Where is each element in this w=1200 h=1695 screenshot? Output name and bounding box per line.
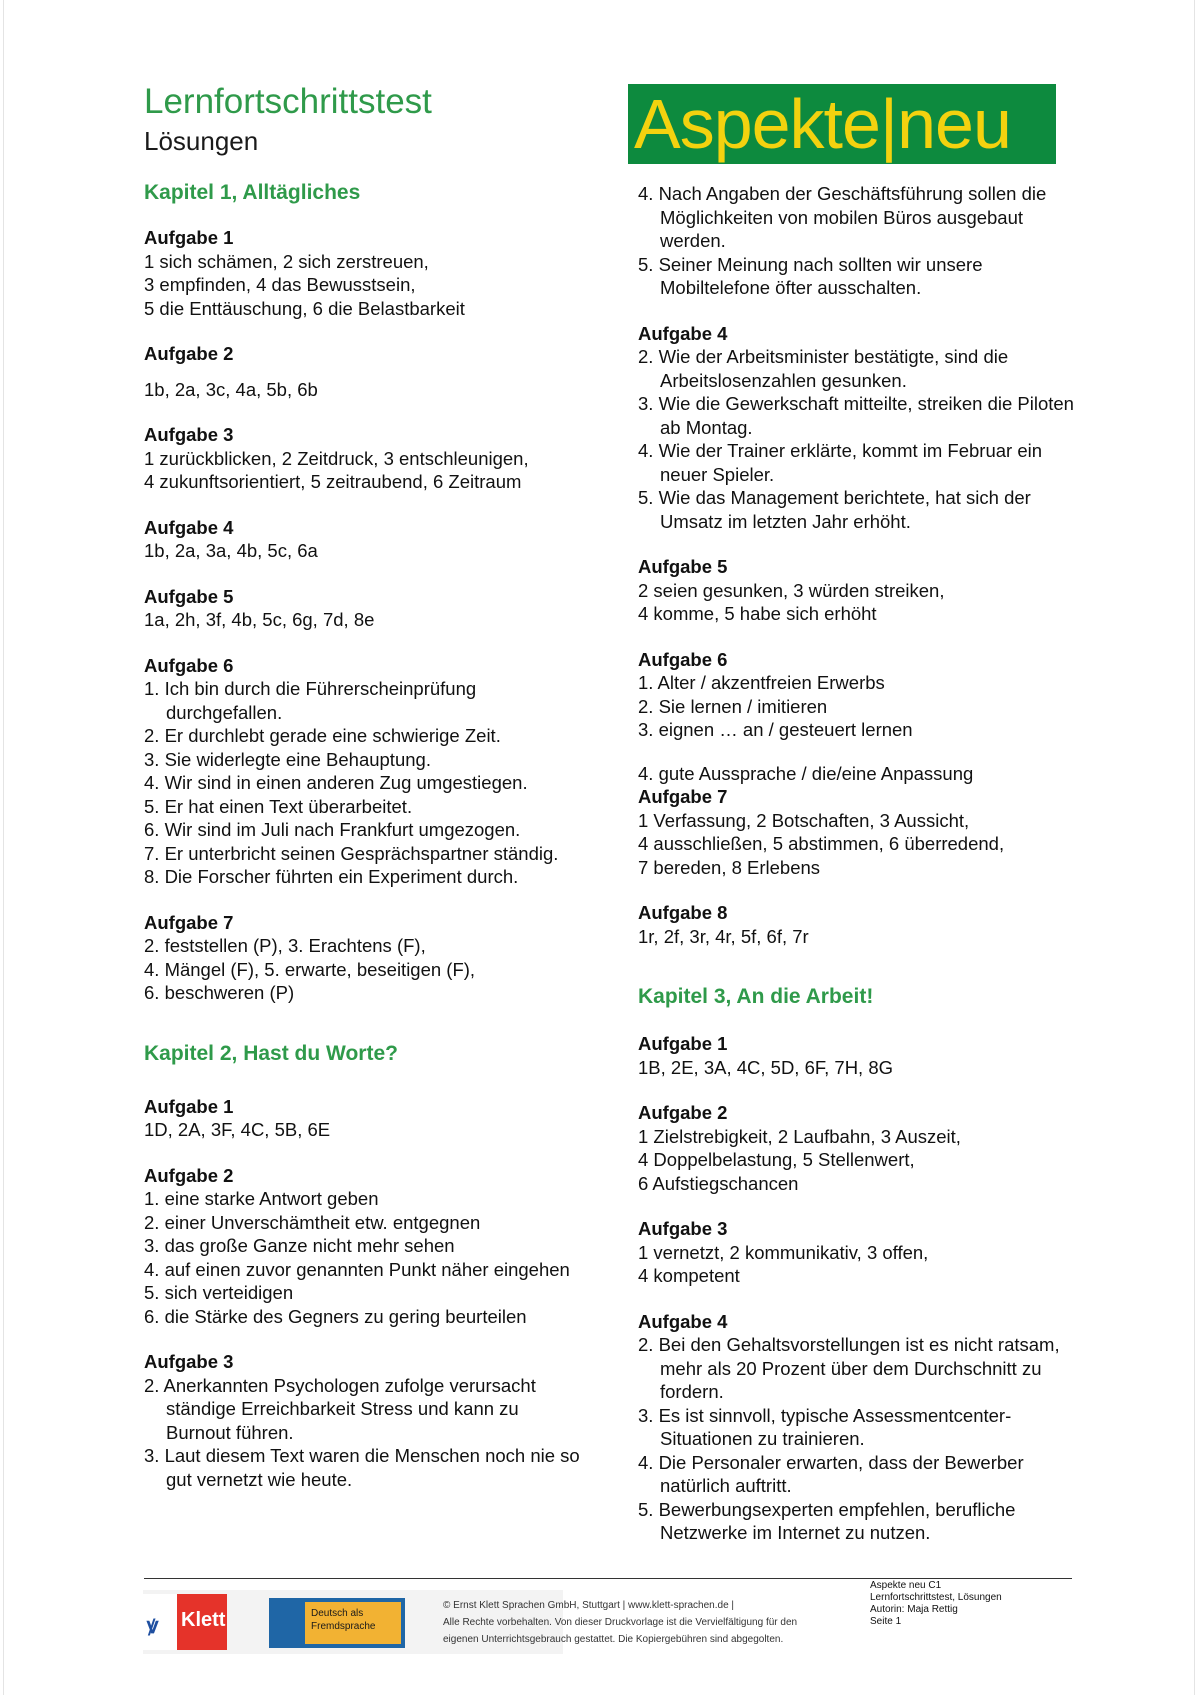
list-item: 2. Wie der Arbeitsminister bestätigte, sind die Arbeitslosenzahlen gesunken. xyxy=(638,346,1009,391)
ch3-task-1 xyxy=(638,1032,1078,1079)
task-title: Aufgabe 6 xyxy=(144,654,234,676)
answer-line: 7 bereden, 8 Erlebens xyxy=(638,856,821,878)
ch1-task-7 xyxy=(144,911,584,1005)
list-item: 6. Wir sind im Juli nach Frankfurt umgezogen. xyxy=(144,819,521,840)
task-title: Aufgabe 2 xyxy=(144,1164,234,1186)
task-title: Aufgabe 5 xyxy=(638,556,728,577)
answer-line: 1a, 2h, 3f, 4b, 5c, 6g, 7d, 8e xyxy=(144,609,375,630)
answer-line: 6. beschweren (P) xyxy=(144,982,295,1003)
task-title: Aufgabe 3 xyxy=(638,1218,728,1239)
list-item: 6. die Stärke des Gegners zu gering beurteilen xyxy=(144,1305,527,1327)
ch2-task-8 xyxy=(638,901,1078,948)
task-title: Aufgabe 4 xyxy=(144,516,234,538)
meta-line: Autorin: Maja Rettig xyxy=(870,1604,958,1615)
copyright-line: © Ernst Klett Sprachen GmbH, Stuttgart | www.klett-sprachen.de | xyxy=(443,1600,735,1611)
task-title: Aufgabe 6 xyxy=(638,648,728,670)
ch3-task-3 xyxy=(638,1217,1078,1288)
ch2-task-6 xyxy=(638,648,1078,786)
answer-line: 2 seien gesunken, 3 würden streiken, xyxy=(638,579,945,601)
ch2-task-7 xyxy=(638,785,1078,879)
answer-line: 5 die Enttäuschung, 6 die Belastbarkeit xyxy=(144,297,465,319)
ch1-task-6 xyxy=(144,654,584,889)
spacer xyxy=(638,970,1078,984)
chapter-1-heading: Kapitel 1, Alltägliches xyxy=(144,181,361,204)
answer-line: 4 kompetent xyxy=(638,1265,740,1286)
list-item: 5. sich verteidigen xyxy=(144,1282,294,1303)
answer-line: 2. feststellen (P), 3. Erachtens (F), xyxy=(144,935,426,956)
list-item: 5. Er hat einen Text überarbeitet. xyxy=(144,795,413,817)
right-column xyxy=(638,182,1078,1567)
page-subtitle: Lösungen xyxy=(144,126,259,156)
answer-line: 1B, 2E, 3A, 4C, 5D, 6F, 7H, 8G xyxy=(638,1056,894,1078)
ch1-task-3 xyxy=(144,423,584,494)
spacer xyxy=(144,1027,584,1041)
answer-line: 1r, 2f, 3r, 4r, 5f, 6f, 7r xyxy=(638,925,809,947)
ch3-task-2 xyxy=(638,1101,1078,1195)
left-column xyxy=(144,180,584,1513)
answer-list xyxy=(638,671,1078,785)
list-item: 2. einer Unverschämtheit etw. entgegnen xyxy=(144,1211,481,1233)
aspekte-neu-logo xyxy=(628,84,1056,164)
answer-list xyxy=(638,1333,1078,1545)
list-item: 3. Sie widerlegte eine Behauptung. xyxy=(144,748,431,770)
answer-list xyxy=(144,1374,584,1492)
answer-line: 3 empfinden, 4 das Bewusstsein, xyxy=(144,274,416,295)
klett-symbol-bg xyxy=(143,1594,177,1650)
task-title: Aufgabe 1 xyxy=(144,1095,234,1117)
list-item: 1. Alter / akzentfreien Erwerbs xyxy=(638,672,885,693)
list-item: 4. gute Aussprache / die/eine Anpassung xyxy=(638,762,974,784)
list-item: 2. Er durchlebt gerade eine schwierige Zeit. xyxy=(144,725,501,746)
answer-line: 4 ausschließen, 5 abstimmen, 6 überredend, xyxy=(638,833,1005,854)
logo-text: Aspekte|neu xyxy=(634,85,1011,163)
list-item: 3. eignen … an / gesteuert lernen xyxy=(638,719,913,740)
list-item: 1. eine starke Antwort geben xyxy=(144,1188,379,1209)
answer-list xyxy=(144,677,584,889)
ch1-task-1 xyxy=(144,226,584,320)
answer-list xyxy=(144,1187,584,1328)
task-title: Aufgabe 8 xyxy=(638,902,728,923)
answer-line: 4 Doppelbelastung, 5 Stellenwert, xyxy=(638,1149,915,1170)
answer-line: 6 Aufstiegschancen xyxy=(638,1172,799,1194)
list-item: 5. Wie das Management berichtete, hat sich der Umsatz im letzten Jahr erhöht. xyxy=(638,487,1031,532)
task-title: Aufgabe 4 xyxy=(638,322,728,344)
copyright-line: eigenen Unterrichtsgebrauch gestattet. Die Kopiergebühren sind abgegolten. xyxy=(443,1634,784,1645)
klett-logo-text: Klett xyxy=(181,1609,226,1631)
list-item: 3. Wie die Gewerkschaft mitteilte, streiken die Piloten ab Montag. xyxy=(638,393,1074,438)
task-title: Aufgabe 5 xyxy=(144,585,234,607)
daf-logo-text: Deutsch als Fremdsprache xyxy=(305,1602,401,1644)
list-item: 2. Sie lernen / imitieren xyxy=(638,695,828,717)
klett-symbol-icon: ꝟ xyxy=(147,1613,159,1638)
footer-divider xyxy=(144,1578,1072,1579)
list-item: 4. Die Personaler erwarten, dass der Bewerber natürlich auftritt. xyxy=(638,1451,1024,1496)
answer-line: 4 zukunftsorientiert, 5 zeitraubend, 6 Zeitraum xyxy=(144,471,522,492)
list-item: 2. Bei den Gehaltsvorstellungen ist es nicht ratsam, mehr als 20 Prozent über dem Durchschnitt zu fordern. xyxy=(638,1334,1060,1402)
answer-line: 1b, 2a, 3a, 4b, 5c, 6a xyxy=(144,540,318,561)
answer-line: 1 Verfassung, 2 Botschaften, 3 Aussicht, xyxy=(638,809,970,831)
list-item: 3. Laut diesem Text waren die Menschen noch nie so gut vernetzt wie heute. xyxy=(144,1445,580,1490)
ch2-task-2 xyxy=(144,1164,584,1329)
task-title: Aufgabe 4 xyxy=(638,1310,728,1332)
page-title: Lernfortschrittstest xyxy=(144,82,432,121)
list-item: 2. Anerkannten Psychologen zufolge verursacht ständige Erreichbarkeit Stress und kann zu Burnout führen. xyxy=(144,1374,536,1443)
list-item: 3. das große Ganze nicht mehr sehen xyxy=(144,1235,455,1256)
ch3-task-4 xyxy=(638,1310,1078,1545)
task-title: Aufgabe 3 xyxy=(144,424,234,445)
task-title: Aufgabe 7 xyxy=(144,911,234,933)
meta-line: Seite 1 xyxy=(870,1616,902,1627)
list-item: 7. Er unterbricht seinen Gesprächspartner ständig. xyxy=(144,842,559,864)
chapter-2-heading: Kapitel 2, Hast du Worte? xyxy=(144,1041,398,1065)
answer-line: 1 Zielstrebigkeit, 2 Laufbahn, 3 Auszeit, xyxy=(638,1125,961,1147)
task-title: Aufgabe 7 xyxy=(638,786,728,807)
meta-line: Lernfortschrittstest, Lösungen xyxy=(870,1592,1002,1603)
answer-line: 1D, 2A, 3F, 4C, 5B, 6E xyxy=(144,1119,331,1140)
answer-line: 4. Mängel (F), 5. erwarte, beseitigen (F), xyxy=(144,958,476,980)
daf-logo xyxy=(269,1598,405,1648)
answer-line: 1 zurückblicken, 2 Zeitdruck, 3 entschleunigen, xyxy=(144,447,529,469)
answer-line: 1 sich schämen, 2 sich zerstreuen, xyxy=(144,250,429,272)
list-item: 3. Es ist sinnvoll, typische Assessmentcenter-Situationen zu trainieren. xyxy=(638,1404,1012,1449)
ch2-task-3-continued xyxy=(638,182,1078,300)
task-title: Aufgabe 1 xyxy=(144,227,234,248)
answer-line: 1b, 2a, 3c, 4a, 5b, 6b xyxy=(144,378,318,400)
answer-list xyxy=(638,182,1078,300)
list-item: 4. Nach Angaben der Geschäftsführung sollen die Möglichkeiten von mobilen Büros ausgebaut werden. xyxy=(638,183,1047,251)
list-item: 4. Wir sind in einen anderen Zug umgestiegen. xyxy=(144,772,528,793)
meta-line: Aspekte neu C1 xyxy=(870,1580,942,1591)
answer-list xyxy=(638,345,1078,533)
list-item: 4. auf einen zuvor genannten Punkt näher eingehen xyxy=(144,1258,570,1280)
list-item: 8. Die Forscher führten ein Experiment durch. xyxy=(144,866,519,887)
chapter-3-heading: Kapitel 3, An die Arbeit! xyxy=(638,985,874,1008)
list-item: 4. Wie der Trainer erklärte, kommt im Februar ein neuer Spieler. xyxy=(638,440,1043,485)
ch2-task-3 xyxy=(144,1350,584,1491)
task-title: Aufgabe 2 xyxy=(638,1102,728,1123)
ch1-task-2 xyxy=(144,342,584,401)
task-title: Aufgabe 3 xyxy=(144,1351,234,1372)
ch2-task-5 xyxy=(638,555,1078,626)
ch2-task-4 xyxy=(638,322,1078,534)
answer-line: 1 vernetzt, 2 kommunikativ, 3 offen, xyxy=(638,1241,929,1263)
answer-line: 4 komme, 5 habe sich erhöht xyxy=(638,603,877,624)
copyright-line: Alle Rechte vorbehalten. Von dieser Druckvorlage ist die Vervielfältigung für den xyxy=(443,1617,798,1628)
list-item: 5. Bewerbungsexperten empfehlen, berufliche Netzwerke im Internet zu nutzen. xyxy=(638,1498,1016,1543)
document-meta xyxy=(870,1580,1070,1628)
ch1-task-5 xyxy=(144,585,584,632)
list-item: 1. Ich bin durch die Führerscheinprüfung durchgefallen. xyxy=(144,678,477,723)
task-title: Aufgabe 1 xyxy=(638,1033,728,1054)
ch1-task-4 xyxy=(144,516,584,563)
ch2-task-1 xyxy=(144,1095,584,1142)
list-item: 5. Seiner Meinung nach sollten wir unsere Mobiltelefone öfter ausschalten. xyxy=(638,253,983,298)
task-title: Aufgabe 2 xyxy=(144,343,234,364)
copyright-notice xyxy=(443,1597,863,1648)
